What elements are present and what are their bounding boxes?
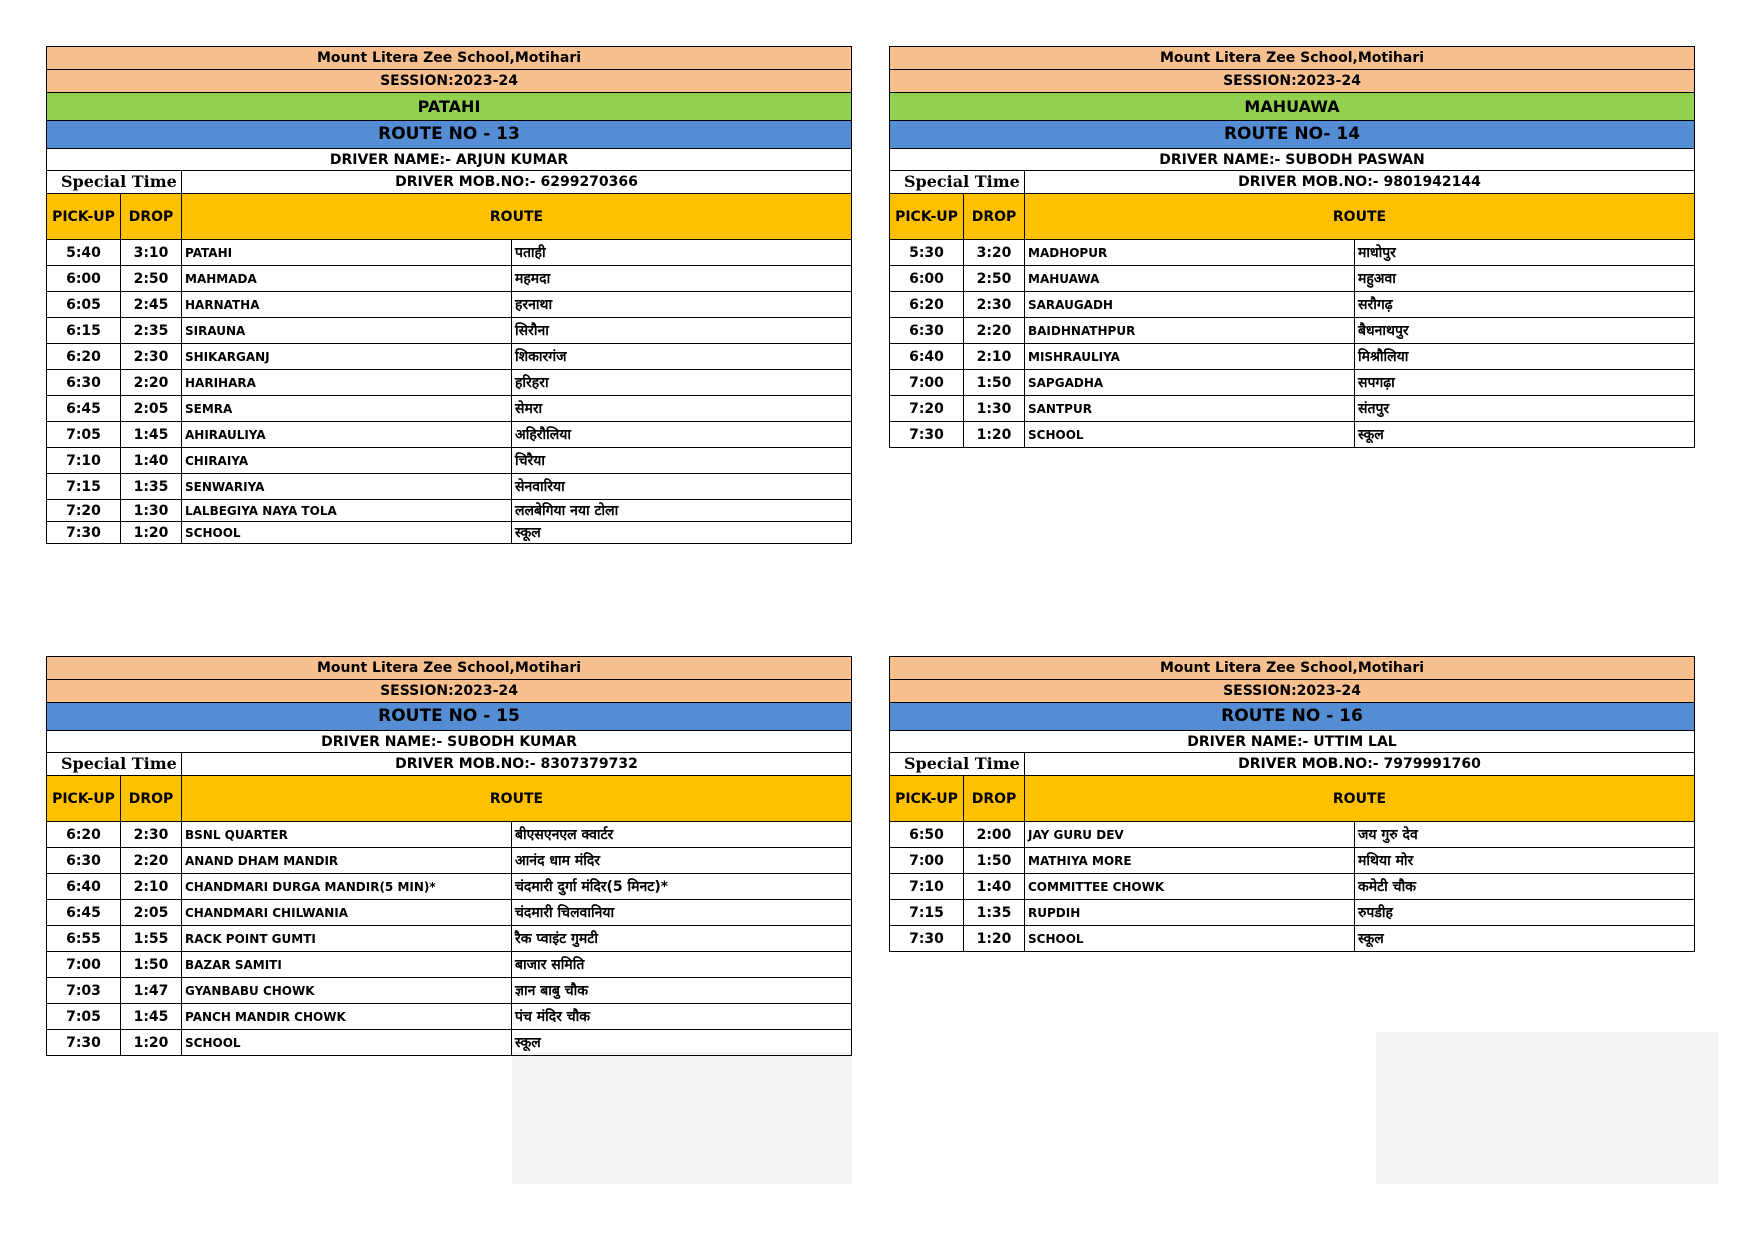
stop-name-english: MADHOPUR	[1025, 240, 1355, 266]
pickup-time: 6:30	[890, 318, 964, 344]
stop-name-english: JAY GURU DEV	[1025, 822, 1355, 848]
route-header: ROUTE	[1025, 194, 1695, 240]
driver-name: DRIVER NAME:- SUBODH KUMAR	[47, 731, 852, 753]
route-card	[889, 46, 1695, 448]
stop-name-english: GYANBABU CHOWK	[182, 978, 512, 1004]
stop-name-english: RACK POINT GUMTI	[182, 926, 512, 952]
route-card	[889, 656, 1695, 952]
stop-name-hindi: स्कूल	[512, 1030, 852, 1056]
pickup-time: 7:20	[47, 500, 121, 522]
pickup-time: 6:15	[47, 318, 121, 344]
drop-time: 1:20	[964, 422, 1025, 448]
special-time-label: Special Time	[47, 171, 182, 194]
pickup-header: PICK-UP	[890, 776, 964, 822]
pickup-time: 7:30	[890, 926, 964, 952]
stop-name-hindi: अहिरौलिया	[512, 422, 852, 448]
drop-time: 2:00	[964, 822, 1025, 848]
drop-time: 2:20	[121, 370, 182, 396]
drop-time: 3:20	[964, 240, 1025, 266]
drop-time: 2:30	[121, 822, 182, 848]
stop-name-hindi: ललबेगिया नया टोला	[512, 500, 852, 522]
drop-time: 1:50	[964, 848, 1025, 874]
stop-name-english: SEMRA	[182, 396, 512, 422]
pickup-time: 6:40	[47, 874, 121, 900]
stop-name-hindi: रुपडीह	[1355, 900, 1695, 926]
driver-name: DRIVER NAME:- ARJUN KUMAR	[47, 149, 852, 171]
session: SESSION:2023-24	[890, 680, 1695, 703]
pickup-time: 7:03	[47, 978, 121, 1004]
drop-time: 1:35	[121, 474, 182, 500]
stop-name-english: SCHOOL	[1025, 422, 1355, 448]
stop-name-english: MAHUAWA	[1025, 266, 1355, 292]
stop-name-hindi: सरौगढ़	[1355, 292, 1695, 318]
drop-time: 1:50	[964, 370, 1025, 396]
drop-time: 1:20	[964, 926, 1025, 952]
pickup-time: 6:45	[47, 396, 121, 422]
school-name: Mount Litera Zee School,Motihari	[890, 657, 1695, 680]
drop-time: 1:45	[121, 1004, 182, 1030]
route-number: ROUTE NO - 16	[890, 703, 1695, 731]
blank-shaded-area	[1376, 1032, 1718, 1184]
stop-name-hindi: सेनवारिया	[512, 474, 852, 500]
stop-name-hindi: बीएसएनएल क्वार्टर	[512, 822, 852, 848]
stop-name-hindi: पताही	[512, 240, 852, 266]
stop-name-english: SCHOOL	[1025, 926, 1355, 952]
pickup-time: 5:40	[47, 240, 121, 266]
drop-time: 1:30	[964, 396, 1025, 422]
area-name: MAHUAWA	[890, 93, 1695, 121]
session: SESSION:2023-24	[47, 680, 852, 703]
pickup-time: 7:00	[47, 952, 121, 978]
session: SESSION:2023-24	[47, 70, 852, 93]
drop-header: DROP	[121, 194, 182, 240]
route-number: ROUTE NO - 13	[47, 121, 852, 149]
pickup-time: 6:20	[47, 344, 121, 370]
stop-name-english: CHANDMARI CHILWANIA	[182, 900, 512, 926]
stop-name-hindi: महुअवा	[1355, 266, 1695, 292]
stop-name-hindi: पंच मंदिर चौक	[512, 1004, 852, 1030]
drop-time: 2:45	[121, 292, 182, 318]
pickup-time: 6:00	[47, 266, 121, 292]
route-number: ROUTE NO - 15	[47, 703, 852, 731]
stop-name-english: SIRAUNA	[182, 318, 512, 344]
drop-time: 1:40	[964, 874, 1025, 900]
stop-name-hindi: रैक प्वाइंट गुमटी	[512, 926, 852, 952]
pickup-time: 7:30	[47, 522, 121, 544]
driver-mobile: DRIVER MOB.NO:- 7979991760	[1025, 753, 1695, 776]
stop-name-hindi: माधोपुर	[1355, 240, 1695, 266]
stop-name-english: SANTPUR	[1025, 396, 1355, 422]
pickup-time: 7:20	[890, 396, 964, 422]
stop-name-hindi: महमदा	[512, 266, 852, 292]
stop-name-english: SCHOOL	[182, 1030, 512, 1056]
stop-name-hindi: बैधनाथपुर	[1355, 318, 1695, 344]
stop-name-hindi: ज्ञान बाबु चौक	[512, 978, 852, 1004]
stop-name-english: LALBEGIYA NAYA TOLA	[182, 500, 512, 522]
stop-name-english: ANAND DHAM MANDIR	[182, 848, 512, 874]
special-time-label: Special Time	[890, 171, 1025, 194]
pickup-time: 6:55	[47, 926, 121, 952]
stop-name-hindi: बाजार समिति	[512, 952, 852, 978]
drop-time: 1:55	[121, 926, 182, 952]
stop-name-hindi: सिरौना	[512, 318, 852, 344]
area-name: PATAHI	[47, 93, 852, 121]
pickup-time: 7:30	[47, 1030, 121, 1056]
pickup-time: 6:05	[47, 292, 121, 318]
pickup-time: 7:10	[47, 448, 121, 474]
pickup-header: PICK-UP	[47, 194, 121, 240]
drop-time: 2:50	[121, 266, 182, 292]
pickup-time: 5:30	[890, 240, 964, 266]
route-header: ROUTE	[182, 776, 852, 822]
stop-name-hindi: हरिहरा	[512, 370, 852, 396]
stop-name-hindi: शिकारगंज	[512, 344, 852, 370]
stop-name-hindi: मथिया मोर	[1355, 848, 1695, 874]
drop-time: 1:45	[121, 422, 182, 448]
stop-name-english: PANCH MANDIR CHOWK	[182, 1004, 512, 1030]
stop-name-english: HARNATHA	[182, 292, 512, 318]
stop-name-hindi: सपगढ़ा	[1355, 370, 1695, 396]
driver-name: DRIVER NAME:- SUBODH PASWAN	[890, 149, 1695, 171]
stop-name-english: SARAUGADH	[1025, 292, 1355, 318]
stop-name-english: BAZAR SAMITI	[182, 952, 512, 978]
pickup-time: 7:30	[890, 422, 964, 448]
drop-time: 1:40	[121, 448, 182, 474]
pickup-time: 6:30	[47, 370, 121, 396]
pickup-time: 6:40	[890, 344, 964, 370]
stop-name-english: MAHMADA	[182, 266, 512, 292]
stop-name-hindi: स्कूल	[512, 522, 852, 544]
stop-name-english: BSNL QUARTER	[182, 822, 512, 848]
drop-time: 2:10	[964, 344, 1025, 370]
drop-header: DROP	[964, 776, 1025, 822]
pickup-time: 7:15	[890, 900, 964, 926]
drop-time: 2:20	[121, 848, 182, 874]
stop-name-hindi: कमेटी चौक	[1355, 874, 1695, 900]
stop-name-hindi: हरनाथा	[512, 292, 852, 318]
pickup-time: 6:00	[890, 266, 964, 292]
stop-name-english: SCHOOL	[182, 522, 512, 544]
pickup-time: 6:50	[890, 822, 964, 848]
stop-name-english: BAIDHNATHPUR	[1025, 318, 1355, 344]
drop-time: 2:30	[121, 344, 182, 370]
stop-name-hindi: संतपुर	[1355, 396, 1695, 422]
drop-time: 1:20	[121, 522, 182, 544]
drop-time: 2:30	[964, 292, 1025, 318]
school-name: Mount Litera Zee School,Motihari	[47, 47, 852, 70]
stop-name-hindi: स्कूल	[1355, 926, 1695, 952]
stop-name-hindi: जय गुरु देव	[1355, 822, 1695, 848]
drop-time: 2:35	[121, 318, 182, 344]
pickup-time: 7:05	[47, 422, 121, 448]
stop-name-english: CHIRAIYA	[182, 448, 512, 474]
drop-time: 2:05	[121, 900, 182, 926]
stop-name-english: CHANDMARI DURGA MANDIR(5 MIN)*	[182, 874, 512, 900]
school-name: Mount Litera Zee School,Motihari	[890, 47, 1695, 70]
stop-name-english: SHIKARGANJ	[182, 344, 512, 370]
stop-name-english: AHIRAULIYA	[182, 422, 512, 448]
driver-name: DRIVER NAME:- UTTIM LAL	[890, 731, 1695, 753]
route-number: ROUTE NO- 14	[890, 121, 1695, 149]
drop-time: 3:10	[121, 240, 182, 266]
drop-time: 1:47	[121, 978, 182, 1004]
pickup-time: 7:00	[890, 370, 964, 396]
driver-mobile: DRIVER MOB.NO:- 6299270366	[182, 171, 852, 194]
drop-time: 2:50	[964, 266, 1025, 292]
stop-name-hindi: चंदमारी दुर्गा मंदिर(5 मिनट)*	[512, 874, 852, 900]
stop-name-hindi: चिरैया	[512, 448, 852, 474]
stop-name-english: SENWARIYA	[182, 474, 512, 500]
stop-name-hindi: स्कूल	[1355, 422, 1695, 448]
stop-name-english: PATAHI	[182, 240, 512, 266]
special-time-label: Special Time	[890, 753, 1025, 776]
pickup-time: 7:10	[890, 874, 964, 900]
driver-mobile: DRIVER MOB.NO:- 8307379732	[182, 753, 852, 776]
pickup-time: 6:20	[47, 822, 121, 848]
school-name: Mount Litera Zee School,Motihari	[47, 657, 852, 680]
pickup-time: 7:05	[47, 1004, 121, 1030]
route-header: ROUTE	[182, 194, 852, 240]
driver-mobile: DRIVER MOB.NO:- 9801942144	[1025, 171, 1695, 194]
stop-name-english: SAPGADHA	[1025, 370, 1355, 396]
drop-header: DROP	[964, 194, 1025, 240]
pickup-time: 6:20	[890, 292, 964, 318]
stop-name-english: COMMITTEE CHOWK	[1025, 874, 1355, 900]
stop-name-english: HARIHARA	[182, 370, 512, 396]
drop-time: 1:35	[964, 900, 1025, 926]
blank-shaded-area	[512, 1052, 852, 1184]
pickup-time: 6:45	[47, 900, 121, 926]
route-card	[46, 46, 852, 544]
stop-name-english: MISHRAULIYA	[1025, 344, 1355, 370]
stop-name-hindi: चंदमारी चिलवानिया	[512, 900, 852, 926]
stop-name-hindi: आनंद धाम मंदिर	[512, 848, 852, 874]
pickup-time: 6:30	[47, 848, 121, 874]
session: SESSION:2023-24	[890, 70, 1695, 93]
drop-time: 2:05	[121, 396, 182, 422]
pickup-time: 7:15	[47, 474, 121, 500]
route-header: ROUTE	[1025, 776, 1695, 822]
drop-time: 1:20	[121, 1030, 182, 1056]
pickup-time: 7:00	[890, 848, 964, 874]
stop-name-hindi: सेमरा	[512, 396, 852, 422]
drop-header: DROP	[121, 776, 182, 822]
pickup-header: PICK-UP	[890, 194, 964, 240]
stop-name-english: MATHIYA MORE	[1025, 848, 1355, 874]
route-card	[46, 656, 852, 1056]
drop-time: 1:30	[121, 500, 182, 522]
special-time-label: Special Time	[47, 753, 182, 776]
drop-time: 1:50	[121, 952, 182, 978]
stop-name-english: RUPDIH	[1025, 900, 1355, 926]
drop-time: 2:10	[121, 874, 182, 900]
stop-name-hindi: मिश्रौलिया	[1355, 344, 1695, 370]
drop-time: 2:20	[964, 318, 1025, 344]
pickup-header: PICK-UP	[47, 776, 121, 822]
